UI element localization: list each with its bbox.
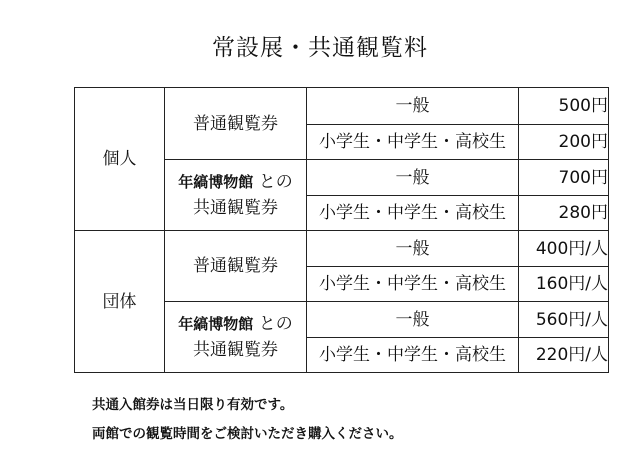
- price-cell: 400円/人: [519, 231, 609, 267]
- category-cell: 一般: [307, 231, 519, 267]
- ticket-type-combined: [165, 302, 307, 373]
- category-cell: 小学生・中学生・高校生: [307, 267, 519, 302]
- price-cell: 560円/人: [519, 302, 609, 338]
- ticket-name-line1: [165, 172, 306, 192]
- ticket-type-combined: [165, 160, 307, 231]
- fee-table: [74, 87, 609, 373]
- price-cell: 280円: [519, 196, 609, 231]
- category-cell: 一般: [307, 160, 519, 196]
- ticket-name-suffix: との: [258, 314, 293, 334]
- ticket-name-line1: [165, 314, 306, 334]
- category-cell: 一般: [307, 88, 519, 125]
- ticket-name: 普通観覧券: [193, 113, 278, 134]
- note-purchase-advice: 両館での観覧時間をご検討いただき購入ください。: [92, 426, 403, 442]
- price-cell: 700円: [519, 160, 609, 196]
- museum-name: 年縞博物館: [178, 173, 254, 191]
- ticket-name-line2: 共通観覧券: [193, 340, 278, 360]
- museum-name: 年縞博物館: [178, 315, 254, 333]
- ticket-name-suffix: との: [258, 172, 293, 192]
- table-row: [75, 88, 609, 125]
- ticket-type-standard: [165, 88, 307, 160]
- ticket-type-standard: [165, 231, 307, 302]
- table-row: [75, 231, 609, 267]
- category-cell: 小学生・中学生・高校生: [307, 338, 519, 373]
- price-cell: 160円/人: [519, 267, 609, 302]
- group-label-group: 団体: [75, 231, 165, 373]
- category-cell: 小学生・中学生・高校生: [307, 196, 519, 231]
- category-cell: 一般: [307, 302, 519, 338]
- price-cell: 220円/人: [519, 338, 609, 373]
- group-label-individual: 個人: [75, 88, 165, 231]
- price-cell: 500円: [519, 88, 609, 125]
- category-cell: 小学生・中学生・高校生: [307, 125, 519, 160]
- ticket-name: 普通観覧券: [193, 256, 278, 276]
- price-cell: 200円: [519, 125, 609, 160]
- note-validity: 共通入館券は当日限り有効です。: [92, 397, 294, 413]
- page-title: 常設展・共通観覧料: [212, 35, 428, 61]
- ticket-name-line2: 共通観覧券: [193, 198, 278, 218]
